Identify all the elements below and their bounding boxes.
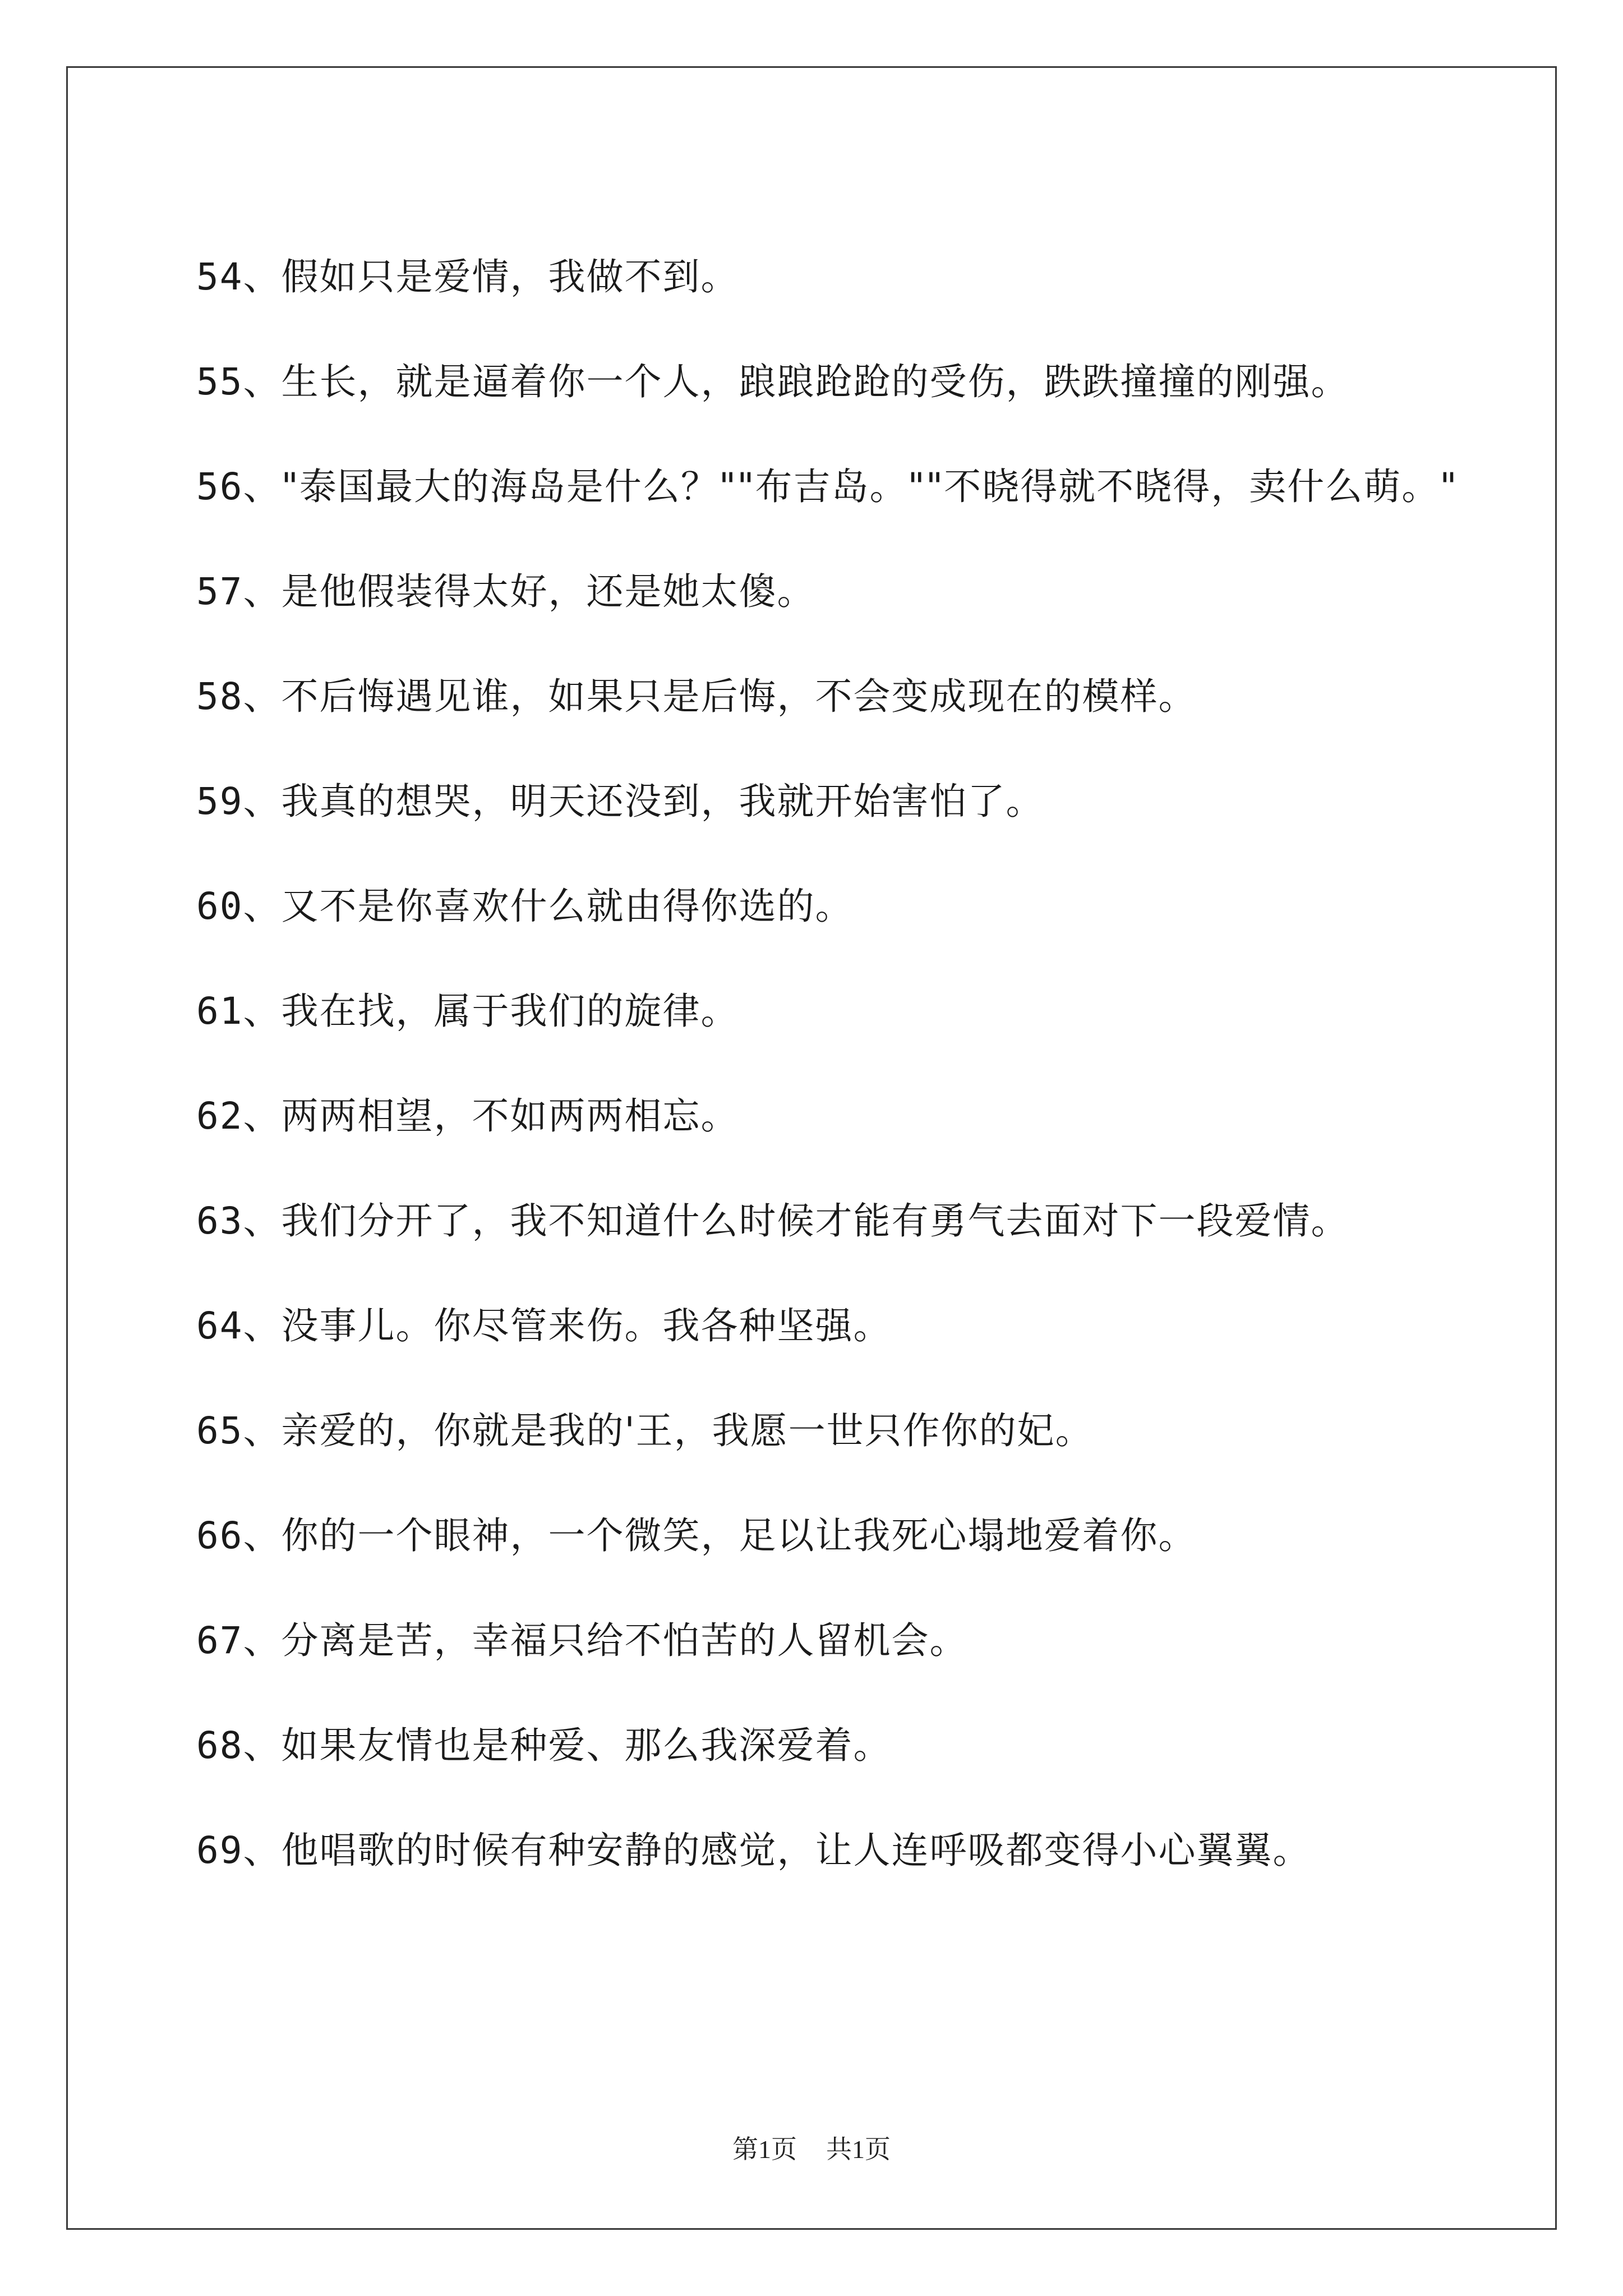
list-item — [196, 1483, 1458, 1588]
entry-number: 65、 — [196, 1409, 282, 1452]
entry-text: 是他假装得太好，还是她太傻。 — [281, 570, 815, 613]
entry-text: 如果友情也是种爱、那么我深爱着。 — [281, 1724, 892, 1767]
list-item — [196, 1378, 1458, 1483]
list-item — [196, 434, 1458, 539]
entry-text: 他唱歌的时候有种安静的感觉，让人连呼吸都变得小心翼翼。 — [281, 1829, 1311, 1872]
list-item — [196, 1273, 1458, 1378]
entry-number: 55、 — [196, 360, 282, 403]
list-item — [196, 329, 1458, 434]
entry-number: 60、 — [196, 885, 282, 928]
entry-number: 59、 — [196, 780, 282, 823]
entry-number: 56、 — [196, 465, 282, 508]
entry-text: 分离是苦，幸福只给不怕苦的人留机会。 — [281, 1619, 968, 1662]
list-item — [196, 644, 1458, 749]
entry-text: 亲爱的，你就是我的'王，我愿一世只作你的妃。 — [281, 1409, 1094, 1452]
entry-text: 假如只是爱情，我做不到。 — [281, 255, 739, 298]
entry-text: "泰国最大的海岛是什么？""布吉岛。""不晓得就不晓得，卖什么萌。" — [281, 465, 1458, 508]
list-item — [196, 854, 1458, 959]
entry-number: 63、 — [196, 1199, 282, 1243]
entry-number: 67、 — [196, 1619, 282, 1662]
entry-text: 我们分开了，我不知道什么时候才能有勇气去面对下一段爱情。 — [281, 1199, 1349, 1243]
list-item — [196, 1693, 1458, 1798]
page-footer — [0, 2129, 1623, 2166]
entry-text: 生长，就是逼着你一个人，踉踉跄跄的受伤，跌跌撞撞的刚强。 — [281, 360, 1349, 403]
entry-text: 没事儿。你尽管来伤。我各种坚强。 — [281, 1304, 892, 1347]
entry-number: 61、 — [196, 990, 282, 1033]
entry-list — [196, 224, 1458, 1903]
entry-number: 64、 — [196, 1304, 282, 1347]
page-total: 共1页 — [826, 2135, 891, 2164]
entry-number: 58、 — [196, 675, 282, 718]
entry-text: 不后悔遇见谁，如果只是后悔，不会变成现在的模样。 — [281, 675, 1197, 718]
entry-number: 69、 — [196, 1829, 282, 1872]
entry-text: 又不是你喜欢什么就由得你选的。 — [281, 885, 854, 928]
list-item — [196, 1798, 1458, 1903]
entry-text: 两两相望，不如两两相忘。 — [281, 1094, 739, 1138]
entry-text: 我真的想哭，明天还没到，我就开始害怕了。 — [281, 780, 1044, 823]
entry-number: 66、 — [196, 1514, 282, 1557]
list-item — [196, 1064, 1458, 1168]
list-item — [196, 959, 1458, 1064]
list-item — [196, 1588, 1458, 1693]
entry-number: 57、 — [196, 570, 282, 613]
page-number: 第1页 — [732, 2135, 797, 2164]
list-item — [196, 539, 1458, 644]
list-item — [196, 224, 1458, 329]
list-item — [196, 1168, 1458, 1273]
entry-text: 我在找，属于我们的旋律。 — [281, 990, 739, 1033]
entry-number: 54、 — [196, 255, 282, 298]
list-item — [196, 749, 1458, 854]
entry-number: 68、 — [196, 1724, 282, 1767]
entry-number: 62、 — [196, 1094, 282, 1138]
entry-text: 你的一个眼神，一个微笑，足以让我死心塌地爱着你。 — [281, 1514, 1197, 1557]
